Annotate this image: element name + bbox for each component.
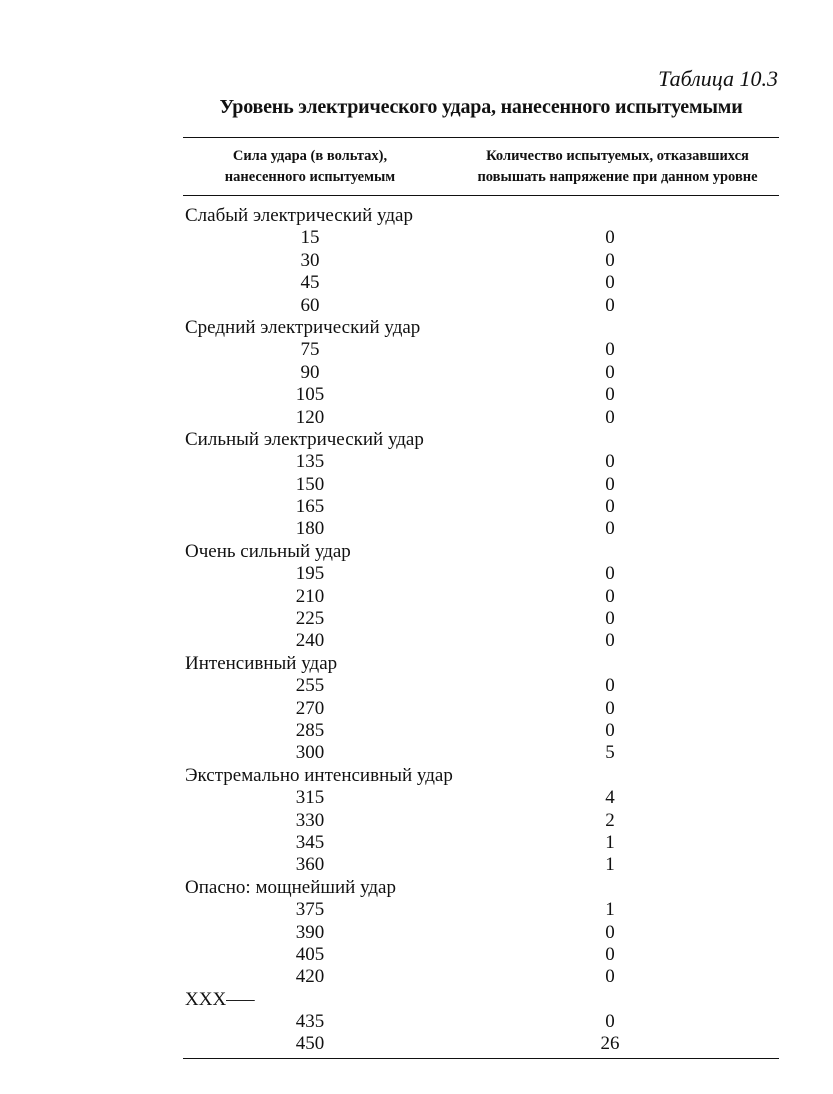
table-row [183,474,779,496]
voltage-cell: 60 [300,294,320,316]
voltage-cell: 255 [295,675,325,697]
category-row: Очень сильный удар [185,540,351,562]
category-row: XXX––– [185,988,255,1010]
voltage-cell: 390 [295,921,325,943]
refusals-cell: 0 [605,272,615,294]
voltage-cell: 240 [295,630,325,652]
category-row: Экстремально интенсивный удар [185,764,453,786]
voltage-cell: 435 [295,1011,325,1033]
table-row [183,675,779,697]
refusals-cell: 0 [605,585,615,607]
refusals-cell: 0 [605,921,615,943]
refusals-cell: 0 [605,518,615,540]
refusals-cell: 0 [605,451,615,473]
category-row: Сильный электрический удар [185,428,424,450]
voltage-cell: 270 [295,697,325,719]
refusals-cell: 0 [605,697,615,719]
voltage-cell: 15 [300,227,320,249]
refusals-cell: 0 [605,384,615,406]
refusals-cell: 0 [605,406,615,428]
refusals-cell: 2 [605,809,615,831]
table-row [183,407,779,429]
category-row: Слабый электрический удар [185,205,413,226]
refusals-cell: 0 [605,1011,615,1033]
voltage-cell: 330 [295,809,325,831]
refusals-cell: 0 [605,563,615,585]
table-row [183,698,779,720]
voltage-cell: 180 [295,518,325,540]
voltage-cell: 375 [295,899,325,921]
table-bottom-rule [183,1058,779,1059]
refusals-cell: 1 [605,899,615,921]
voltage-cell: 75 [300,339,320,361]
category-row: Опасно: мощнейший удар [185,876,396,898]
table-row [183,810,779,832]
refusals-cell: 1 [605,831,615,853]
voltage-cell: 360 [295,854,325,876]
refusals-cell: 0 [605,249,615,271]
refusals-cell: 5 [605,742,615,764]
refusals-cell: 0 [605,473,615,495]
table-row [183,384,779,406]
table-row [183,854,779,876]
voltage-cell: 210 [295,585,325,607]
table-row [183,586,779,608]
table-row [183,250,779,272]
table-row [183,227,779,249]
table-row [183,518,779,540]
table-top-rule [183,137,779,138]
refusals-cell: 26 [600,1033,620,1055]
table-header-rule [183,195,779,196]
table-row [183,272,779,294]
table-row [183,922,779,944]
table-row [183,944,779,966]
column-header-voltage-line2: нанесенного испытуемым [224,169,396,185]
refusals-cell: 0 [605,361,615,383]
refusals-cell: 0 [605,675,615,697]
voltage-cell: 120 [295,406,325,428]
table-row [183,563,779,585]
voltage-cell: 345 [295,831,325,853]
refusals-cell: 1 [605,854,615,876]
table-row [183,1011,779,1033]
table-row [183,1033,779,1055]
voltage-cell: 105 [295,384,325,406]
table-row [183,787,779,809]
table-row [183,966,779,988]
voltage-cell: 30 [300,249,320,271]
voltage-cell: 45 [300,272,320,294]
refusals-cell: 0 [605,496,615,518]
refusals-cell: 0 [605,630,615,652]
table-row [183,451,779,473]
column-header-refusals-line1: Количество испытуемых, отказавшихся [486,148,749,164]
refusals-cell: 0 [605,943,615,965]
category-row: Интенсивный удар [185,652,338,674]
table-row [183,720,779,742]
refusals-cell: 0 [605,608,615,630]
table-row [183,608,779,630]
voltage-cell: 420 [295,966,325,988]
voltage-cell: 135 [295,451,325,473]
table-row [183,496,779,518]
voltage-cell: 225 [295,608,325,630]
voltage-cell: 285 [295,719,325,741]
table-row [183,742,779,764]
voltage-cell: 90 [300,361,320,383]
table-title: Уровень электрического удара, нанесенного испытуемыми [219,96,743,118]
column-header-voltage [195,146,425,188]
table-row [183,362,779,384]
table-row [183,899,779,921]
voltage-cell: 405 [295,943,325,965]
voltage-cell: 165 [295,496,325,518]
voltage-cell: 450 [295,1033,325,1055]
voltage-cell: 300 [295,742,325,764]
category-row: Средний электрический удар [185,316,421,338]
table-row [183,339,779,361]
refusals-cell: 0 [605,966,615,988]
voltage-cell: 195 [295,563,325,585]
refusals-cell: 0 [605,227,615,249]
refusals-cell: 0 [605,719,615,741]
table-row [183,295,779,317]
column-header-voltage-line1: Сила удара (в вольтах), [232,148,388,164]
column-header-refusals [455,146,780,188]
table-body [183,205,779,1056]
table-number-label: Таблица 10.3 [658,66,778,91]
table-row [183,832,779,854]
refusals-cell: 0 [605,294,615,316]
voltage-cell: 150 [295,473,325,495]
refusals-cell: 4 [605,787,615,809]
table-row [183,630,779,652]
voltage-cell: 315 [295,787,325,809]
refusals-cell: 0 [605,339,615,361]
column-header-refusals-line2: повышать напряжение при данном уровне [477,169,758,185]
